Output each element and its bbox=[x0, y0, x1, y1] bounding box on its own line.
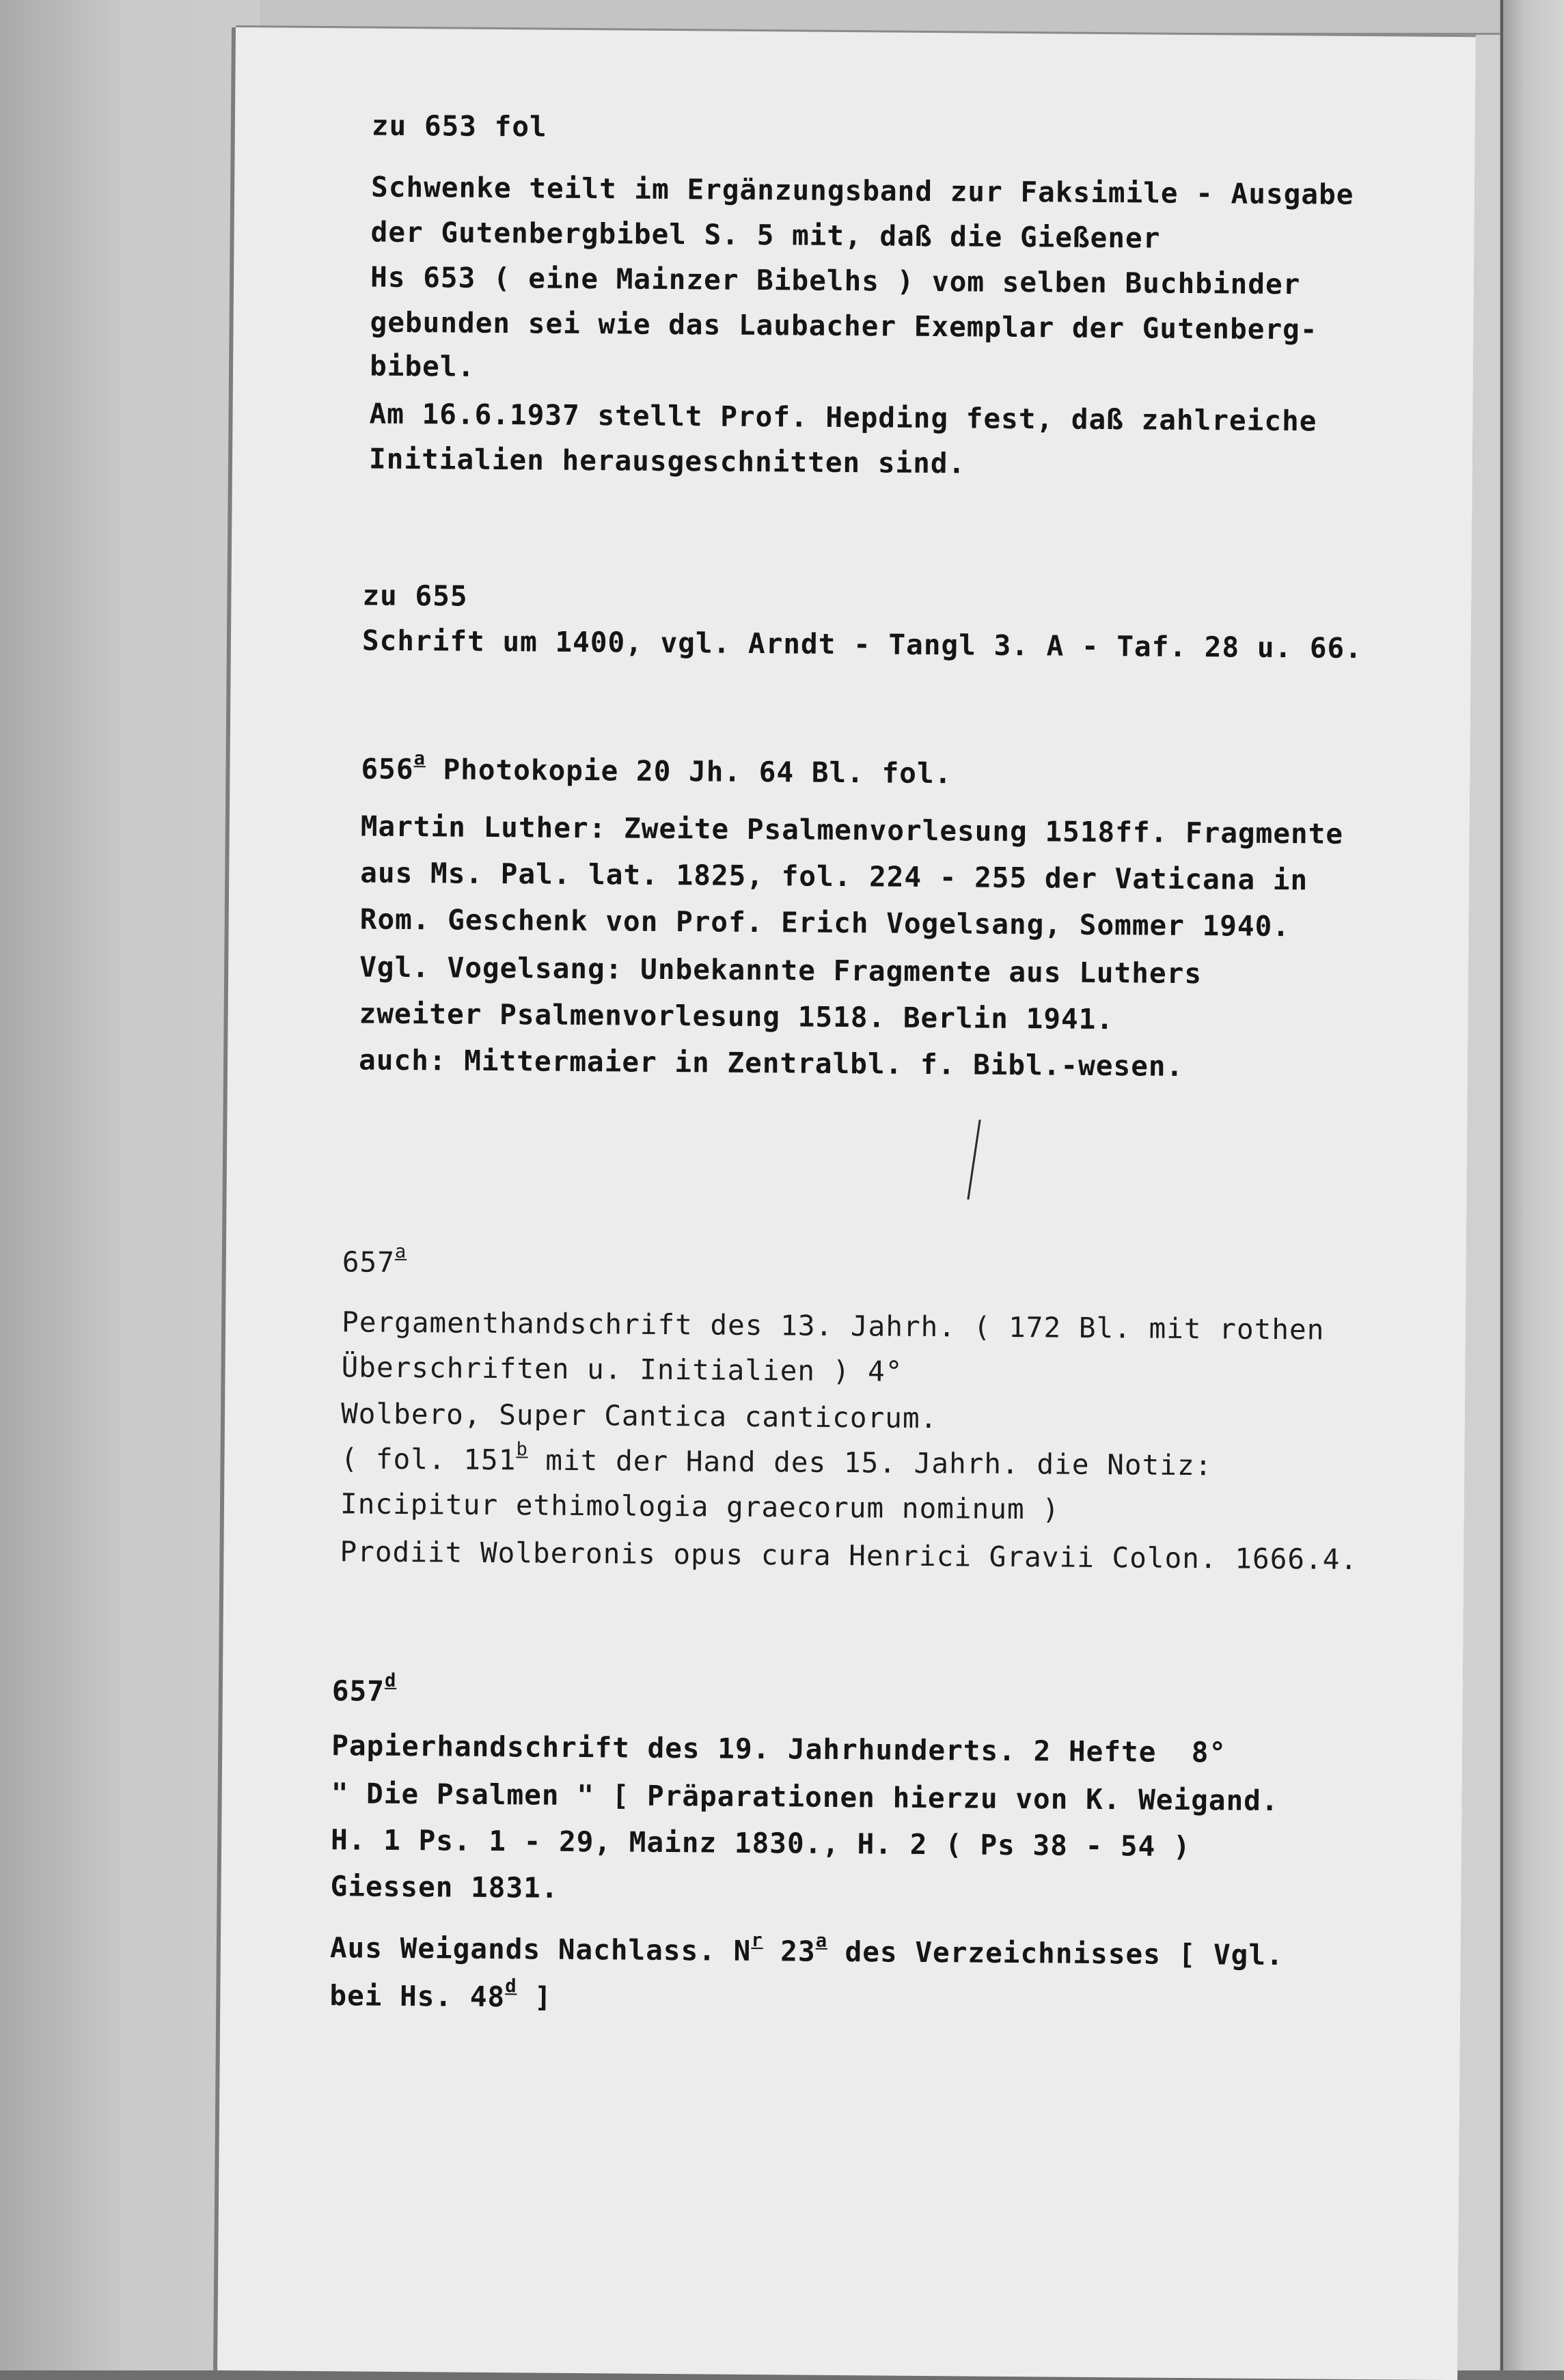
entry-heading-656a: 656$^a$ Photokopie 20 Jh. 64 Bl. fol. bbox=[361, 748, 952, 790]
entry-653-line: bibel. bbox=[369, 349, 476, 383]
entry-657d-reference: bei Hs. 48$^d$ ] bbox=[329, 1976, 553, 2014]
entry-657a-line: Wolbero, Super Cantica canticorum. bbox=[340, 1397, 938, 1435]
entry-653-line: Hs 653 ( eine Mainzer Bibelhs ) vom selben Buchbinder bbox=[370, 260, 1301, 301]
entry-heading-657a: 657$^a$ bbox=[342, 1241, 407, 1279]
entry-heading-653: zu 653 fol bbox=[371, 109, 547, 143]
entry-657a-note: ( fol. 151$^b$ mit der Hand des 15. Jahrh. die Notiz: bbox=[340, 1439, 1213, 1482]
entry-656a-line: auch: Mittermaier in Zentralbl. f. Bibl.-wesen. bbox=[358, 1043, 1184, 1083]
pen-stroke bbox=[967, 1120, 980, 1200]
entry-657a-line: Incipitur ethimologia graecorum nominum ) bbox=[340, 1487, 1060, 1526]
entry-657a-line: Pergamenthandschrift des 13. Jahrh. ( 172 Bl. mit rothen bbox=[341, 1305, 1325, 1346]
entry-heading-655: zu 655 bbox=[362, 579, 468, 613]
entry-653-line: Schwenke teilt im Ergänzungsband zur Faksimile - Ausgabe bbox=[370, 170, 1354, 211]
entry-heading-657d: 657$^d$ bbox=[331, 1670, 397, 1708]
entry-656a-line: Rom. Geschenk von Prof. Erich Vogelsang, Sommer 1940. bbox=[359, 902, 1291, 943]
entry-653-line: Am 16.6.1937 stellt Prof. Hepding fest, daß zahlreiche bbox=[369, 397, 1317, 438]
entry-657d-line: H. 1 Ps. 1 - 29, Mainz 1830., H. 2 ( Ps 38 - 54 ) bbox=[330, 1823, 1191, 1864]
entry-656a-line: aus Ms. Pal. lat. 1825, fol. 224 - 255 der Vaticana in bbox=[360, 856, 1308, 897]
catalog-card bbox=[217, 27, 1476, 2380]
entry-656a-line: Vgl. Vogelsang: Unbekannte Fragmente aus Luthers bbox=[359, 950, 1203, 991]
entry-653-line: gebunden sei wie das Laubacher Exemplar der Gutenberg- bbox=[370, 305, 1318, 346]
back-card-rule bbox=[1500, 0, 1503, 2370]
entry-653-line: Initialien herausgeschnitten sind. bbox=[368, 442, 966, 480]
entry-657d-line: Papierhandschrift des 19. Jahrhunderts. 2 Hefte 8° bbox=[331, 1729, 1227, 1769]
entry-657d-line: Giessen 1831. bbox=[330, 1870, 559, 1905]
entry-657a-line: Überschriften u. Initialien ) 4° bbox=[341, 1351, 903, 1388]
entry-656a-line: zweiter Psalmenvorlesung 1518. Berlin 1941. bbox=[359, 997, 1114, 1036]
entry-655-line: Schrift um 1400, vgl. Arndt - Tangl 3. A - Taf. 28 u. 66. bbox=[361, 624, 1363, 665]
entry-656a-line: Martin Luther: Zweite Psalmenvorlesung 1518ff. Fragmente bbox=[360, 810, 1344, 850]
back-card-right-edge bbox=[1500, 0, 1564, 2370]
entry-657d-line: " Die Psalmen " [ Präparationen hierzu von K. Weigand. bbox=[331, 1777, 1279, 1818]
entry-657d-source: Aus Weigands Nachlass. $N^r$ 23$^a$ des Verzeichnisses [ Vgl. bbox=[329, 1930, 1284, 1972]
entry-657a-line: Prodiit Wolberonis opus cura Henrici Gravii Colon. 1666.4. bbox=[340, 1535, 1358, 1576]
entry-653-line: der Gutenbergbibel S. 5 mit, daß die Gießener bbox=[370, 215, 1161, 255]
